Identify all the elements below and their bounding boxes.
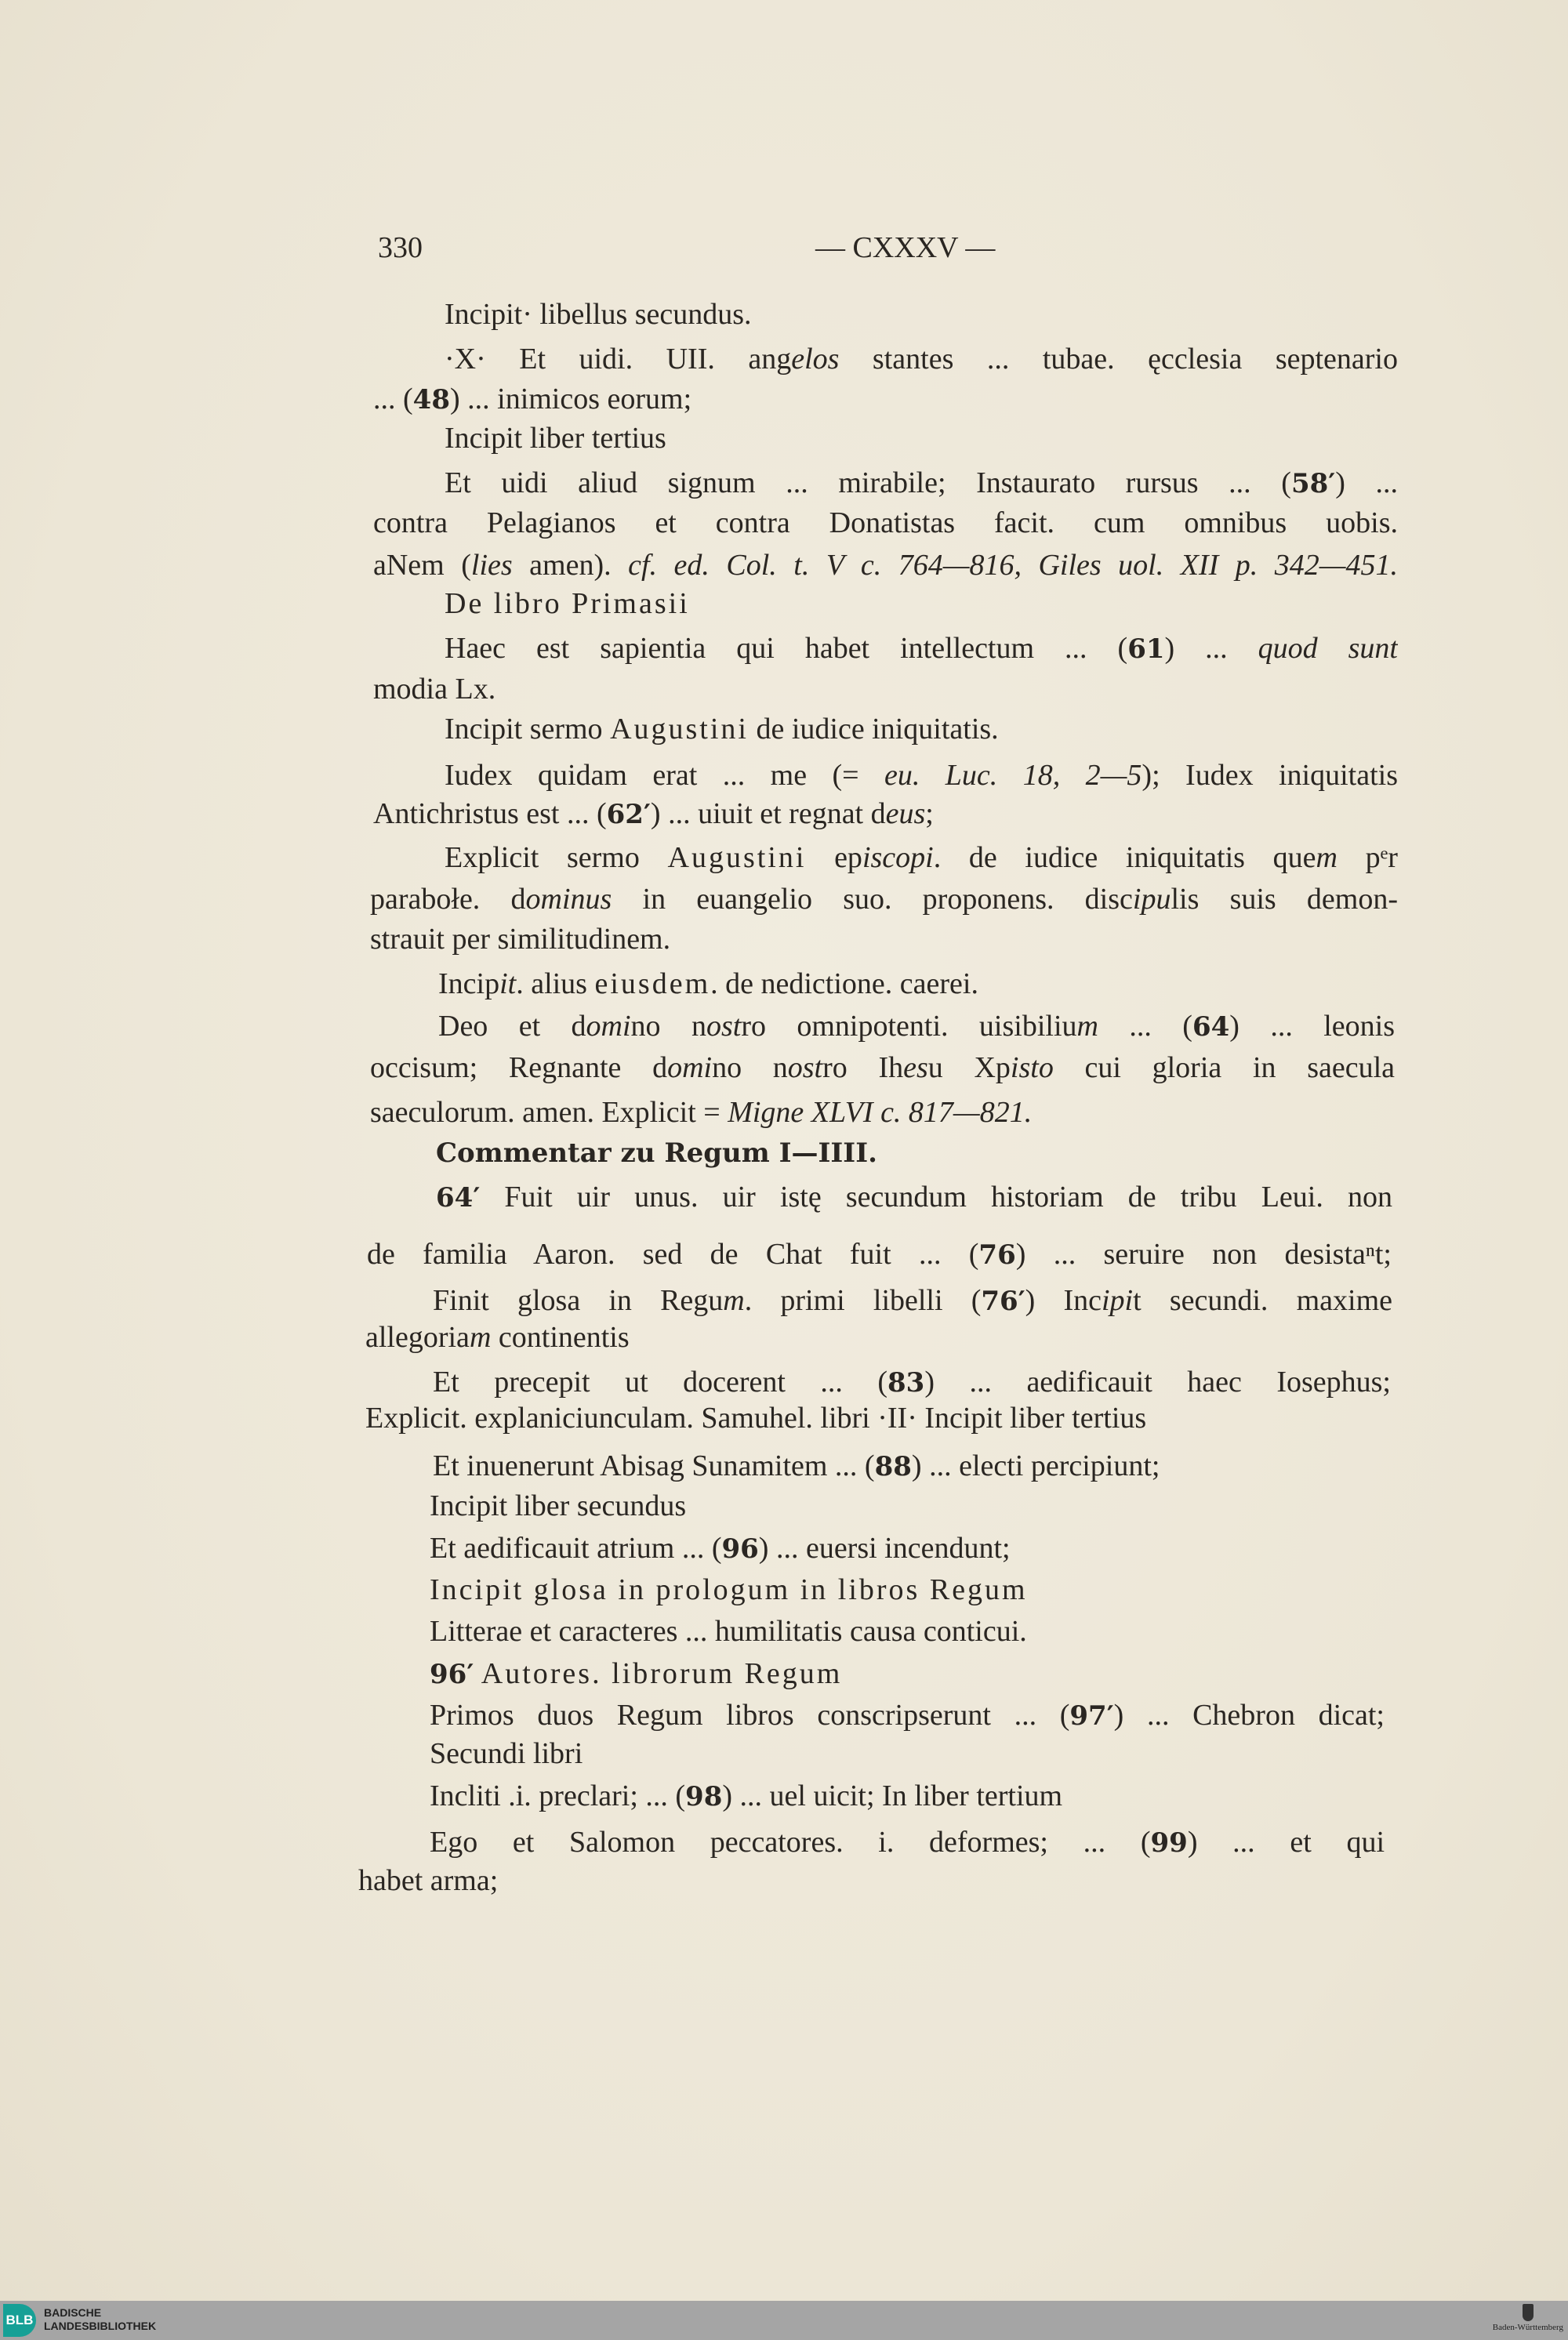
text-line <box>436 1132 877 1174</box>
text-line <box>445 628 1398 669</box>
text-run: ); Iudex iniquitatis <box>1142 759 1398 792</box>
folio-reference: 64 <box>1192 1011 1230 1043</box>
text-run: ) ... aedificauit haec Iosephus; <box>924 1366 1391 1399</box>
text-run: eus <box>885 797 926 830</box>
text-run: strauit per similitudinem. <box>370 923 671 956</box>
text-run: m <box>469 1321 492 1354</box>
text-run: Incipit glosa in prologum in libros Regum <box>430 1573 1028 1606</box>
text-run: eu. Luc. 18, 2—5 <box>884 759 1142 792</box>
text-line <box>430 1528 1011 1569</box>
text-line <box>373 793 934 835</box>
text-run: omi <box>586 1010 631 1043</box>
text-run <box>474 1657 481 1690</box>
text-line <box>430 1653 842 1695</box>
text-run: Incipit liber tertius <box>445 422 666 455</box>
library-name-line-1: BADISCHE <box>44 2306 102 2319</box>
text-line <box>445 709 999 750</box>
state-label: Baden-Württemberg <box>1492 2323 1563 2332</box>
folio-reference: 58′ <box>1290 468 1336 499</box>
text-run: Et inuenerunt Abisag Sunamitem ... ( <box>433 1449 875 1482</box>
text-line <box>370 1092 1032 1134</box>
text-line <box>373 669 495 710</box>
text-run: stantes ... tubae. ęcclesia septenario <box>839 343 1398 375</box>
text-run: contra Pelagianos et contra Donatistas facit. cum omnibus uobis. <box>373 506 1398 539</box>
text-run: lies <box>470 549 513 582</box>
text-run: Fuit uir unus. uir istę secundum historiam de tribu Leui. non <box>480 1181 1392 1214</box>
text-line <box>438 1006 1395 1047</box>
folio-reference: 64′ <box>436 1182 481 1214</box>
text-run: aNem ( <box>373 549 471 582</box>
text-run: iscopi <box>862 841 934 874</box>
text-run: Haec est sapientia qui habet intellectum ... ( <box>445 632 1128 665</box>
text-line <box>365 1398 1146 1439</box>
text-run: omi <box>667 1051 713 1084</box>
text-run: habet arma; <box>358 1864 499 1897</box>
text-run: Antichristus est ... ( <box>373 797 607 830</box>
text-run: ) ... Chebron dicat; <box>1113 1699 1385 1732</box>
running-header: — CXXXV — <box>815 231 996 264</box>
text-run: m <box>723 1284 745 1317</box>
text-run: ... ( <box>1098 1010 1192 1043</box>
text-line <box>370 879 1398 920</box>
text-run: Incipit sermo <box>445 713 611 746</box>
blb-logo: BLB <box>3 2304 36 2337</box>
library-name-line-2: LANDESBIBLIOTHEK <box>44 2320 157 2332</box>
text-run: Litterae et caracteres ... humilitatis causa conticui. <box>430 1615 1027 1648</box>
text-run: Incip <box>438 967 500 1000</box>
text-run: amen). <box>512 549 629 582</box>
text-run: ro Ih <box>822 1051 904 1084</box>
text-run: continentis <box>491 1321 630 1354</box>
text-run: Et aedificauit atrium ... ( <box>430 1532 722 1565</box>
text-run: ) ... inimicos eorum; <box>449 383 692 415</box>
text-run: ipu <box>1132 883 1171 916</box>
page-number: 330 <box>378 231 423 264</box>
text-run: in euangelio suo. proponens. disc <box>612 883 1133 916</box>
text-run: Augustini <box>667 841 807 874</box>
text-run: ep <box>806 841 862 874</box>
text-line <box>433 1446 1160 1487</box>
footer-bar <box>0 2301 1568 2340</box>
folio-reference: 76′ <box>981 1286 1025 1317</box>
text-run: ) ... leonis <box>1229 1010 1395 1043</box>
text-line <box>430 1822 1385 1863</box>
text-line <box>445 583 690 625</box>
text-line <box>430 1486 686 1527</box>
text-run: Ego et Salomon peccatores. i. deformes; ... ( <box>430 1826 1151 1859</box>
text-run: . de nedictione. caerei. <box>710 967 978 1000</box>
text-run: De libro Primasii <box>445 587 690 620</box>
text-run: de familia Aaron. sed de Chat fuit ... ( <box>367 1238 979 1271</box>
text-run: Incipit liber secundus <box>430 1489 687 1522</box>
text-run: ominus <box>525 883 612 916</box>
text-line <box>430 1611 1027 1653</box>
folio-reference: 61 <box>1127 633 1165 665</box>
text-run: m <box>1316 841 1338 874</box>
text-run: saeculorum. amen. Explicit = <box>370 1096 728 1129</box>
text-run: Deo et d <box>438 1010 586 1043</box>
text-run: ) ... <box>1164 632 1258 665</box>
text-run: ·X· Et uidi. UII. ang <box>445 343 792 375</box>
text-run: ost <box>706 1010 742 1043</box>
folio-reference: 62′ <box>606 799 651 830</box>
text-run: it <box>499 967 517 1000</box>
text-line <box>370 1047 1395 1089</box>
text-line <box>436 1177 1392 1218</box>
text-line <box>373 379 691 420</box>
text-run: Augustini <box>610 713 749 746</box>
text-line <box>430 1776 1062 1817</box>
text-run: es <box>903 1051 928 1084</box>
text-run: de iudice iniquitatis. <box>748 713 999 746</box>
text-run: t secundi. maxime <box>1133 1284 1392 1317</box>
text-line <box>445 755 1398 796</box>
folio-reference: 48 <box>412 384 450 415</box>
text-line <box>358 1860 498 1902</box>
folio-reference: 96 <box>721 1533 759 1565</box>
text-run: isto <box>1010 1051 1054 1084</box>
folio-reference: 98 <box>685 1781 723 1812</box>
baden-wuerttemberg-logo <box>1493 2304 1563 2332</box>
text-line <box>373 545 1398 586</box>
text-run: Incliti .i. preclari; ... ( <box>430 1779 686 1812</box>
text-run: ost <box>787 1051 823 1084</box>
text-run: Finit glosa in Regu <box>433 1284 724 1317</box>
text-run: ) ... <box>1335 466 1398 499</box>
text-line <box>430 1569 1028 1611</box>
folio-reference: 88 <box>874 1451 912 1482</box>
folio-reference: 99 <box>1150 1827 1188 1859</box>
text-run: Iudex quidam erat ... me (= <box>445 759 884 792</box>
text-run: ) ... seruire non desistaⁿt; <box>1015 1238 1392 1271</box>
text-run: ) ... electi percipiunt; <box>911 1449 1160 1482</box>
text-run: Incipit· libellus secundus. <box>445 298 752 331</box>
text-run: no n <box>630 1010 706 1043</box>
text-run: Explicit sermo <box>445 841 668 874</box>
text-run: ipi <box>1102 1284 1134 1317</box>
text-run: Et precepit ut docerent ... ( <box>433 1366 888 1399</box>
text-run: ... ( <box>373 383 413 415</box>
text-run: ) ... euersi incendunt; <box>758 1532 1011 1565</box>
text-line <box>445 294 752 336</box>
text-line <box>430 1733 583 1775</box>
text-line <box>445 339 1398 380</box>
text-run: ) ... uiuit et regnat d <box>650 797 886 830</box>
text-run: eiusdem <box>594 967 711 1000</box>
text-line <box>373 502 1398 544</box>
text-run: u Xp <box>927 1051 1011 1084</box>
text-run: quod sunt <box>1258 632 1398 665</box>
text-run: ro omnipotenti. uisibiliu <box>741 1010 1077 1043</box>
text-run: Primos duos Regum libros conscripserunt ... ( <box>430 1699 1070 1732</box>
text-run: lis suis demon- <box>1171 883 1398 916</box>
folio-reference: Commentar zu Regum I—IIII. <box>436 1137 877 1169</box>
text-line <box>367 1234 1392 1275</box>
text-run: Migne XLVI c. 817—821. <box>728 1096 1033 1129</box>
text-run: elos <box>791 343 840 375</box>
text-run: . de iudice iniquitatis que <box>933 841 1316 874</box>
text-run: ; <box>925 797 934 830</box>
text-run: ) ... et qui <box>1187 1826 1385 1859</box>
text-line <box>445 418 666 459</box>
text-run: cf. ed. Col. t. V c. 764—816, Giles uol. XII p. 342—451. <box>628 549 1398 582</box>
text-line <box>365 1317 630 1359</box>
text-run: pᵉr <box>1337 841 1398 874</box>
folio-reference: 76 <box>978 1239 1016 1271</box>
text-run: Secundi libri <box>430 1737 583 1770</box>
text-run: ) Inc <box>1025 1284 1102 1317</box>
text-line <box>430 1695 1385 1736</box>
text-run: ) ... uel uicit; In liber tertium <box>722 1779 1063 1812</box>
text-run: m <box>1076 1010 1098 1043</box>
text-run: parabołe. d <box>370 883 526 916</box>
text-run: no n <box>712 1051 788 1084</box>
text-line <box>445 837 1398 879</box>
text-run: Explicit. explaniciunculam. Samuhel. libri ·II· Incipit liber tertius <box>365 1402 1147 1435</box>
text-line <box>433 1280 1392 1322</box>
text-line <box>370 919 670 960</box>
crest-icon <box>1523 2304 1534 2321</box>
text-run: . primi libelli ( <box>744 1284 982 1317</box>
text-run: modia Lx. <box>373 673 496 706</box>
text-line <box>445 463 1398 504</box>
folio-reference: 96′ <box>430 1659 474 1690</box>
text-run: Autores. librorum Regum <box>481 1657 843 1690</box>
library-name <box>44 2306 156 2333</box>
text-run: Et uidi aliud signum ... mirabile; Instaurato rursus ... ( <box>445 466 1291 499</box>
text-line <box>438 963 978 1005</box>
text-run: . alius <box>516 967 595 1000</box>
folio-reference: 83 <box>887 1367 925 1399</box>
text-run: occisum; Regnante d <box>370 1051 668 1084</box>
text-run: allegoria <box>365 1321 470 1354</box>
folio-reference: 97′ <box>1069 1700 1114 1732</box>
text-run: cui gloria in saecula <box>1053 1051 1395 1084</box>
